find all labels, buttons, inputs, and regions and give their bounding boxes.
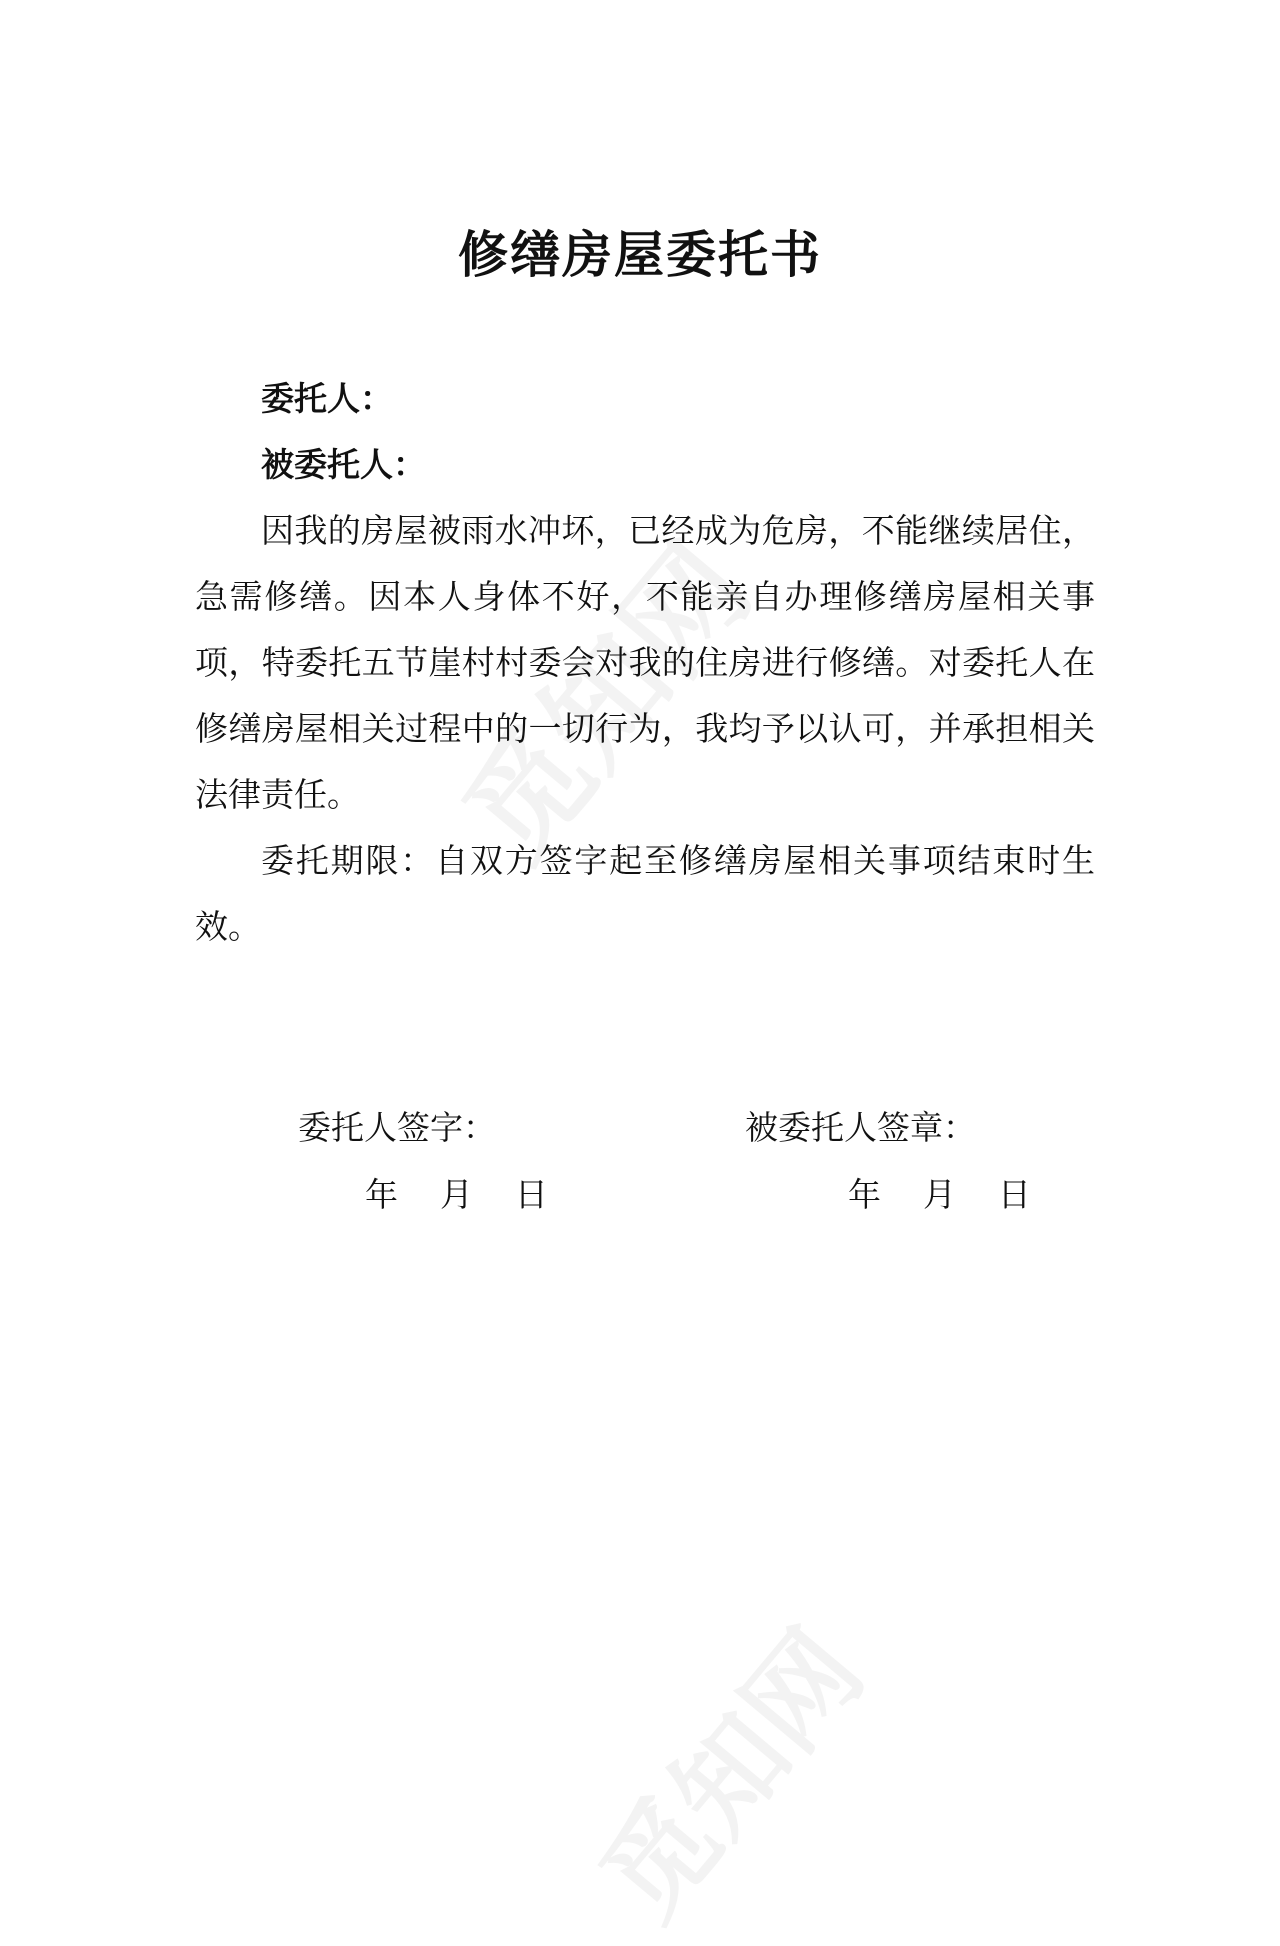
agent-seal-label: 被委托人签章： — [745, 1108, 976, 1147]
watermark-bottom — [558, 1592, 891, 1946]
document-body — [195, 366, 1095, 960]
principal-date: 年 月 日 — [365, 1175, 548, 1214]
document-title: 修缮房屋委托书 — [458, 226, 822, 284]
principal-signature-label: 委托人签字： — [298, 1108, 496, 1147]
paragraph-term: 委托期限：自双方签字起至修缮房屋相关事项结束时生效。 — [195, 841, 1095, 946]
paragraph-reason: 因我的房屋被雨水冲坏，已经成为危房，不能继续居住，急需修缮。因本人身体不好，不能亲自办理修缮房屋相关事项，特委托五节崖村村委会对我的住房进行修缮。对委托人在修缮房屋相关过程中的一切行为，我均予以认可，并承担相关法律责任。 — [195, 511, 1095, 814]
agent-label: 被委托人： — [261, 445, 426, 484]
principal-label: 委托人： — [261, 379, 393, 418]
agent-date: 年 月 日 — [848, 1175, 1031, 1214]
